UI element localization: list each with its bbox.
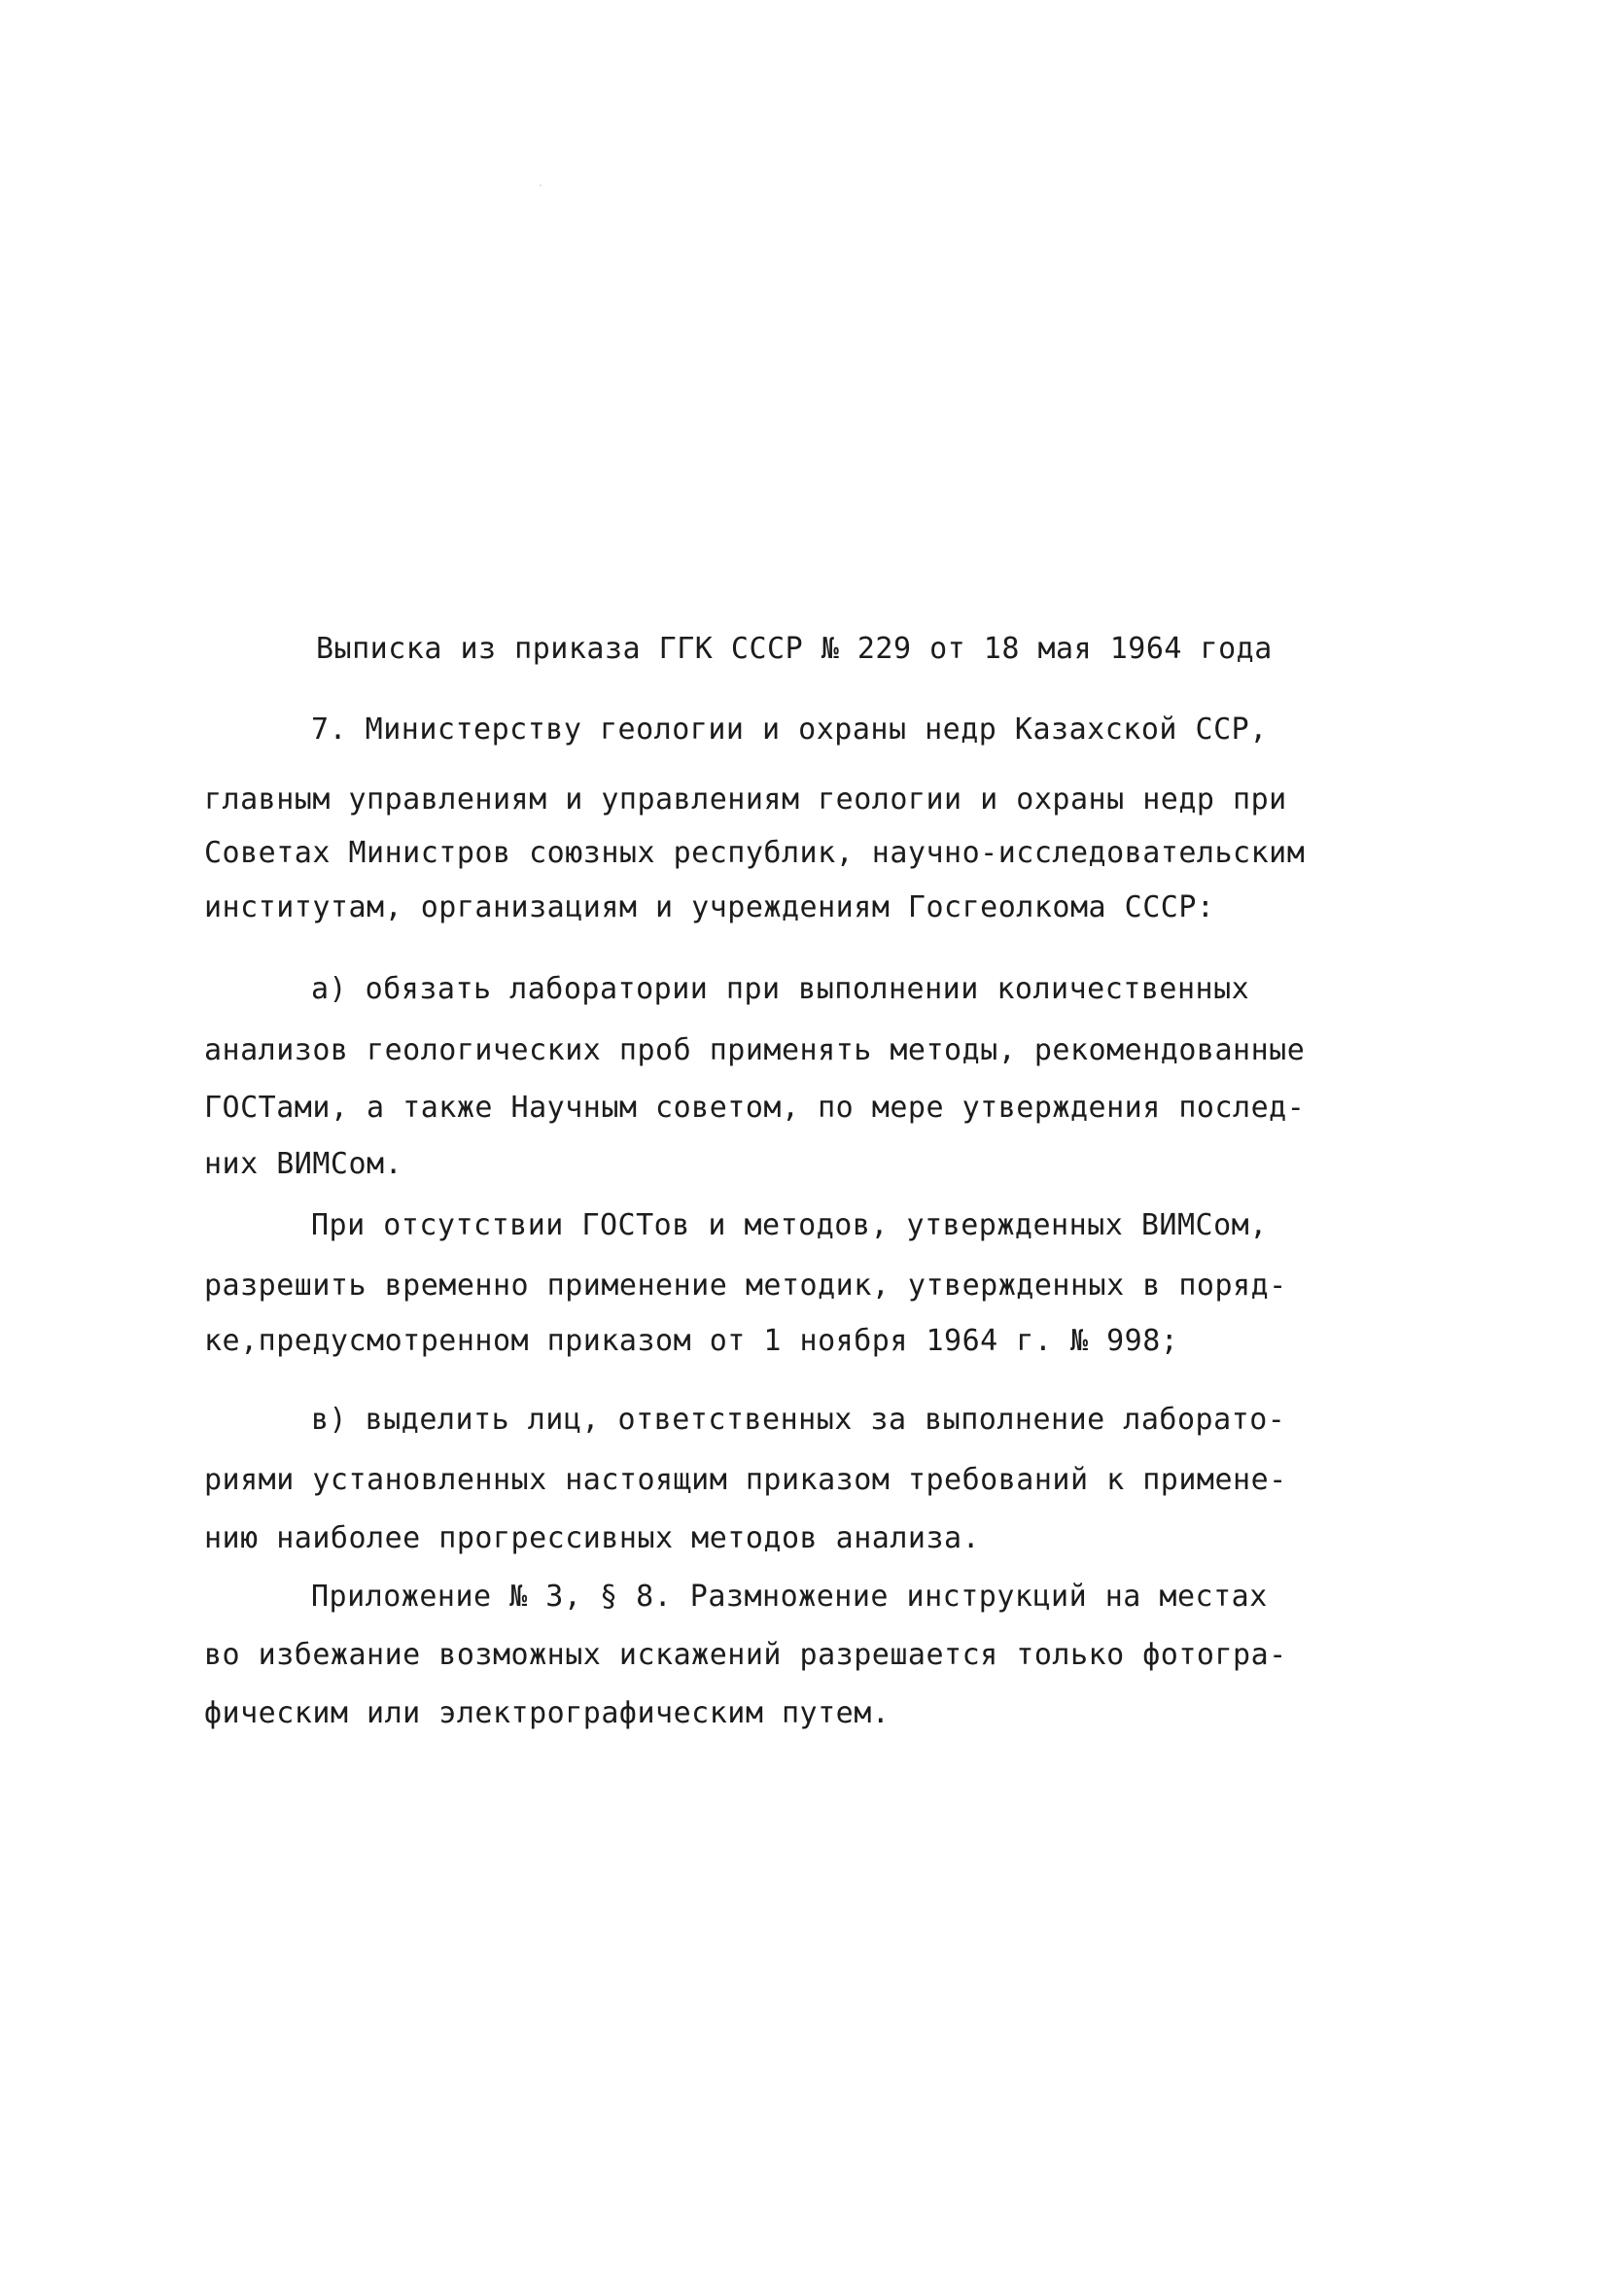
text-line: главным управлениям и управлениям геологии и охраны недр при bbox=[204, 783, 1287, 817]
text-line: Приложение № 3, § 8. Размножение инструкций на местах bbox=[311, 1580, 1268, 1614]
text-line: а) обязать лаборатории при выполнении количественных bbox=[311, 972, 1250, 1006]
text-line: нию наиболее прогрессивных методов анализа. bbox=[204, 1521, 981, 1555]
text-line: во избежание возможных искажений разрешается только фотогра- bbox=[204, 1638, 1287, 1672]
text-line: 7. Министерству геологии и охраны недр Казахской ССР, bbox=[311, 713, 1268, 747]
text-line: институтам, организациям и учреждениям Госгеолкома СССР: bbox=[204, 890, 1215, 924]
text-line: в) выделить лиц, ответственных за выполнение лаборато- bbox=[311, 1403, 1286, 1437]
text-line: них ВИМСом. bbox=[204, 1147, 403, 1181]
text-line: анализов геологических проб применять методы, рекомендованные bbox=[204, 1033, 1306, 1067]
text-line: риями установленных настоящим приказом требований к примене- bbox=[204, 1463, 1287, 1497]
text-line: разрешить временно применение методик, утвержденных в поряд- bbox=[204, 1269, 1287, 1303]
scan-speck bbox=[540, 185, 542, 186]
text-line: Советах Министров союзных республик, научно-исследовательским bbox=[204, 836, 1306, 870]
text-line: ГОСТами, а также Научным советом, по мере утверждения послед- bbox=[204, 1091, 1306, 1125]
text-line: ке,предусмотренном приказом от 1 ноября 1964 г. № 998; bbox=[204, 1324, 1179, 1358]
text-line: фическим или электрографическим путем. bbox=[204, 1696, 891, 1730]
document-title: Выписка из приказа ГГК СССР № 229 от 18 мая 1964 года bbox=[316, 632, 1273, 666]
text-line: При отсутствии ГОСТов и методов, утвержденных ВИМСом, bbox=[311, 1208, 1268, 1242]
